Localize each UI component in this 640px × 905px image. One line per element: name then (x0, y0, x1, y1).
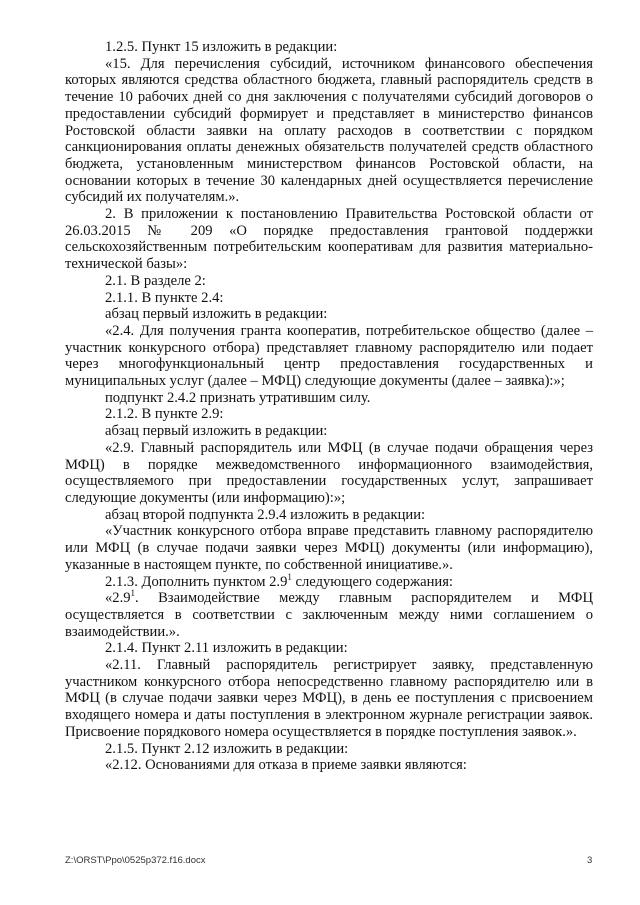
paragraph-text: следующего содержания: (291, 573, 453, 590)
paragraph (65, 571, 593, 591)
paragraph: абзац второй подпункта 2.9.4 изложить в редакции: (105, 506, 426, 523)
paragraph: 2.1.1. В пункте 2.4: (105, 289, 224, 306)
paragraph: «Участник конкурсного отбора вправе представить главному распорядителю или МФЦ (в случае подачи заявки через МФЦ) документы (или информацию), указанные в настоящем пункте, по собственной инициативе.». (65, 523, 593, 573)
paragraph-text: «2.9 (105, 590, 131, 607)
paragraph: 2.1.2. В пункте 2.9: (105, 406, 224, 423)
paragraph: абзац первый изложить в редакции: (105, 423, 328, 440)
paragraph-text: . Взаимодействие между главным распорядителем и МФЦ осуществляется в соответствии с заключенным между ними соглашением о взаимодействии.». (65, 590, 593, 640)
paragraph: «15. Для перечисления субсидий, источником финансового обеспечения которых являются средства областного бюджета, главный распорядитель средств в течение 10 рабочих дней со дня заключения с получателями субсидий договоров о предоставлении субсидий формирует и представляет в министерство финансов Ростовской области заявки на оплату расходов в соответствии с порядком санкционирования оплаты денежных обязательств получателей средств областного бюджета, установленным министерством финансов Ростовской области, на основании которых в течение 30 календарных дней осуществляется перечисление субсидий их получателям.». (65, 55, 593, 206)
footer-file-path: Z:\ORST\Ppo\0525p372.f16.docx (65, 855, 206, 866)
paragraph: «2.9. Главный распорядитель или МФЦ (в случае подачи обращения через МФЦ) в порядке межведомственного информационного взаимодействия, осуществляемого при предоставлении государственных услут, запрашивает следующие документы (или информацию):»; (65, 439, 593, 506)
paragraph: «2.12. Основаниями для отказа в приеме заявки являются: (105, 757, 467, 774)
page-body (65, 39, 593, 774)
superscript: 1 (287, 571, 292, 582)
paragraph: 2.1.5. Пункт 2.12 изложить в редакции: (105, 740, 349, 757)
paragraph: подпункт 2.4.2 признать утратившим силу. (105, 389, 371, 406)
paragraph: 1.2.5. Пункт 15 изложить в редакции: (105, 39, 338, 55)
paragraph (65, 590, 593, 640)
paragraph-text: 2.1.3. Дополнить пунктом 2.9 (105, 573, 288, 590)
paragraph: «2.4. Для получения гранта кооператив, потребительское общество (далее – участник конкурсного отбора) представляет главному распорядителю или подает через многофункциональный центр предоставления государственных и муниципальных услуг (далее – МФЦ) следующие документы (далее – заявка):»; (65, 322, 593, 390)
superscript: 1 (130, 588, 136, 599)
paragraph: абзац первый изложить в редакции: (105, 306, 328, 323)
footer-page-number: 3 (587, 855, 593, 866)
paragraph: 2.1. В разделе 2: (105, 272, 206, 289)
paragraph: 2. В приложении к постановлению Правительства Ростовской области от 26.03.2015 № 209 «О порядке предоставления грантовой поддержки сельскохозяйственным потребительским кооперативам для развития материально-технической базы»: (65, 206, 593, 273)
paragraph: 2.1.4. Пункт 2.11 изложить в редакции: (105, 640, 348, 657)
paragraph: «2.11. Главный распорядитель регистрирует заявку, представленную участником конкурсного отбора непосредственно главному распорядителю или в МФЦ (в случае подачи заявки через МФЦ), в день ее поступления с присвоением входящего номера и даты поступления в электронном журнале регистрации заявок. Присвоение порядкового номера осуществляется в порядке поступления заявок.». (65, 657, 593, 740)
